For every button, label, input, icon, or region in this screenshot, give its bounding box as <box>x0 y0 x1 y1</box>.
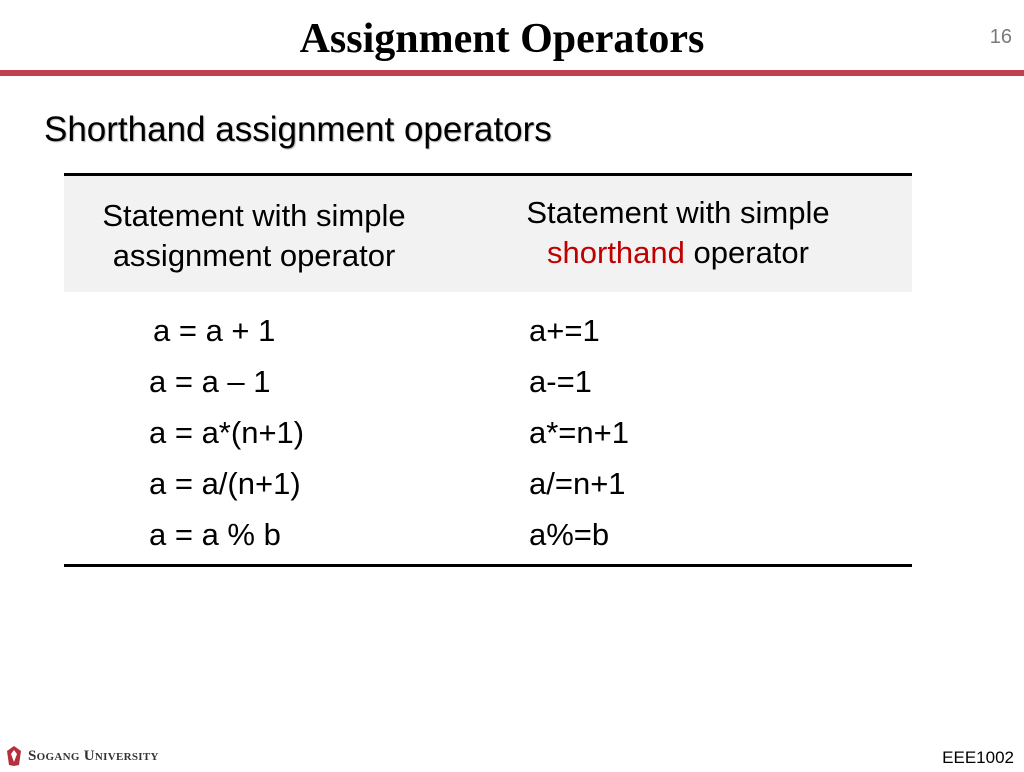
table-cell-shorthand: a*=n+1 <box>529 415 629 450</box>
simple-column <box>64 292 444 564</box>
header-right-rest: operator <box>684 235 809 270</box>
table-cell-shorthand: a/=n+1 <box>529 466 626 501</box>
title-divider <box>0 70 1024 76</box>
sogang-crest-icon <box>6 745 22 767</box>
table-cell-shorthand: a+=1 <box>529 313 600 348</box>
table-cell-shorthand: a%=b <box>529 517 610 552</box>
operators-table <box>64 173 912 567</box>
header-right-line2 <box>444 233 912 273</box>
slide-subtitle: Shorthand assignment operators <box>44 110 552 149</box>
table-cell-simple: a = a/(n+1) <box>149 466 301 501</box>
table-body <box>64 292 912 564</box>
table-cell-simple: a = a % b <box>149 517 281 552</box>
header-simple-assignment <box>64 176 444 292</box>
header-left-line1: Statement with simple <box>102 198 406 233</box>
table-header <box>64 176 912 292</box>
course-code: EEE1002 <box>942 748 1014 767</box>
shorthand-column <box>444 292 912 564</box>
table-cell-simple: a = a – 1 <box>149 364 271 399</box>
table-cell-simple: a = a + 1 <box>153 313 276 348</box>
header-left-line2: assignment operator <box>112 238 396 273</box>
university-name: Sogang University <box>28 747 159 764</box>
page-number: 16 <box>989 26 1012 48</box>
header-right-line1: Statement with simple <box>526 195 830 230</box>
header-shorthand <box>444 176 912 292</box>
university-logo <box>6 745 159 767</box>
table-cell-simple: a = a*(n+1) <box>149 415 305 450</box>
shorthand-highlight: shorthand <box>547 235 685 270</box>
table-cell-shorthand: a-=1 <box>529 364 592 399</box>
slide-title: Assignment Operators <box>299 16 705 62</box>
